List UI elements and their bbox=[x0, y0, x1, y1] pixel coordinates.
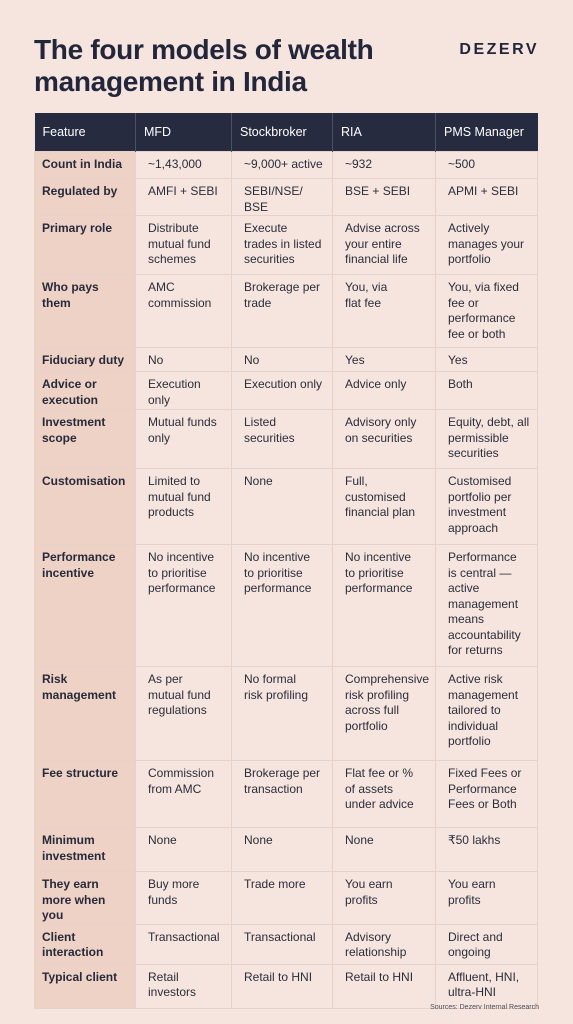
table-cell: Advisory only on securities bbox=[333, 410, 436, 469]
table-cell: Full, customised financial plan bbox=[333, 469, 436, 545]
feature-cell: Fee structure bbox=[35, 761, 136, 828]
feature-cell: Primary role bbox=[35, 216, 136, 275]
source-note: Sources: Dezerv Internal Research bbox=[430, 1004, 539, 1011]
feature-cell: Client interaction bbox=[35, 924, 136, 964]
table-cell: Retail to HNI bbox=[333, 964, 436, 1008]
table-cell: Comprehensive risk profiling across full portfolio bbox=[333, 667, 436, 761]
table-row bbox=[35, 275, 538, 348]
table-cell: No bbox=[232, 348, 333, 372]
table-cell: Customised portfolio per investment approach bbox=[436, 469, 538, 545]
table-row bbox=[35, 179, 538, 216]
table-cell: You earn profits bbox=[333, 872, 436, 925]
table-row bbox=[35, 828, 538, 872]
comparison-table bbox=[34, 113, 538, 1009]
table-cell: You, via fixed fee or performance fee or both bbox=[436, 275, 538, 348]
page-title: The four models of wealth management in India bbox=[34, 34, 374, 97]
table-cell: Transactional bbox=[232, 924, 333, 964]
feature-cell: Fiduciary duty bbox=[35, 348, 136, 372]
table-cell: Equity, debt, all permissible securities bbox=[436, 410, 538, 469]
table-row bbox=[35, 545, 538, 667]
table-cell: BSE + SEBI bbox=[333, 179, 436, 216]
table-cell: Trade more bbox=[232, 872, 333, 925]
table-cell: Yes bbox=[436, 348, 538, 372]
table-cell: Limited to mutual fund products bbox=[136, 469, 232, 545]
feature-cell: They earn more when you bbox=[35, 872, 136, 925]
table-cell: Brokerage per transaction bbox=[232, 761, 333, 828]
table-cell: As per mutual fund regulations bbox=[136, 667, 232, 761]
table-cell: Affluent, HNI, ultra-HNI bbox=[436, 964, 538, 1008]
feature-cell: Risk management bbox=[35, 667, 136, 761]
brand-logo: DEZERV bbox=[459, 41, 539, 58]
feature-cell: Typical client bbox=[35, 964, 136, 1008]
column-header: MFD bbox=[136, 113, 232, 152]
feature-cell: Customisation bbox=[35, 469, 136, 545]
feature-cell: Investment scope bbox=[35, 410, 136, 469]
table-cell: No incentive to prioritise performance bbox=[333, 545, 436, 667]
table-row bbox=[35, 410, 538, 469]
table-cell: AMC commission bbox=[136, 275, 232, 348]
table-row bbox=[35, 152, 538, 179]
column-header: Feature bbox=[35, 113, 136, 152]
table-cell: ~9,000+ active bbox=[232, 152, 333, 179]
table-header-row bbox=[35, 113, 538, 152]
table-cell: None bbox=[232, 828, 333, 872]
table-cell: ~1,43,000 bbox=[136, 152, 232, 179]
column-header: RIA bbox=[333, 113, 436, 152]
table-row bbox=[35, 872, 538, 925]
table-cell: Yes bbox=[333, 348, 436, 372]
table-cell: No formal risk profiling bbox=[232, 667, 333, 761]
table-cell: You, via flat fee bbox=[333, 275, 436, 348]
table-cell: ₹50 lakhs bbox=[436, 828, 538, 872]
feature-cell: Minimum investment bbox=[35, 828, 136, 872]
table-row bbox=[35, 964, 538, 1008]
table-cell: Actively manages your portfolio bbox=[436, 216, 538, 275]
table-row bbox=[35, 667, 538, 761]
column-header: PMS Manager bbox=[436, 113, 538, 152]
table-cell: You earn profits bbox=[436, 872, 538, 925]
table-cell: Listed securities bbox=[232, 410, 333, 469]
table-cell: AMFI + SEBI bbox=[136, 179, 232, 216]
table-cell: Both bbox=[436, 372, 538, 410]
table-cell: Retail to HNI bbox=[232, 964, 333, 1008]
table-cell: Execute trades in listed securities bbox=[232, 216, 333, 275]
table-cell: Retail investors bbox=[136, 964, 232, 1008]
table-cell: None bbox=[136, 828, 232, 872]
feature-cell: Regulated by bbox=[35, 179, 136, 216]
table-cell: Execution only bbox=[232, 372, 333, 410]
table-cell: None bbox=[333, 828, 436, 872]
table-cell: Brokerage per trade bbox=[232, 275, 333, 348]
table-row bbox=[35, 372, 538, 410]
table-cell: Transactional bbox=[136, 924, 232, 964]
table-cell: SEBI/NSE/ BSE bbox=[232, 179, 333, 216]
table-row bbox=[35, 469, 538, 545]
table-cell: Advise across your entire financial life bbox=[333, 216, 436, 275]
table-cell: Direct and ongoing bbox=[436, 924, 538, 964]
table-cell: Flat fee or % of assets under advice bbox=[333, 761, 436, 828]
table-cell: Advisory relationship bbox=[333, 924, 436, 964]
table-row bbox=[35, 216, 538, 275]
column-header: Stockbroker bbox=[232, 113, 333, 152]
feature-cell: Performance incentive bbox=[35, 545, 136, 667]
table-cell: No bbox=[136, 348, 232, 372]
table-cell: Execution only bbox=[136, 372, 232, 410]
table-cell: Fixed Fees or Performance Fees or Both bbox=[436, 761, 538, 828]
feature-cell: Count in India bbox=[35, 152, 136, 179]
table-cell: Commission from AMC bbox=[136, 761, 232, 828]
table-cell: No incentive to prioritise performance bbox=[136, 545, 232, 667]
table-cell: Distribute mutual fund schemes bbox=[136, 216, 232, 275]
table-row bbox=[35, 348, 538, 372]
table-cell: APMI + SEBI bbox=[436, 179, 538, 216]
table-row bbox=[35, 761, 538, 828]
table-cell: Buy more funds bbox=[136, 872, 232, 925]
table-cell: ~500 bbox=[436, 152, 538, 179]
table-cell: Advice only bbox=[333, 372, 436, 410]
table-cell: Performance is central — active management means accountability for returns bbox=[436, 545, 538, 667]
table-cell: Mutual funds only bbox=[136, 410, 232, 469]
table-cell: None bbox=[232, 469, 333, 545]
feature-cell: Who pays them bbox=[35, 275, 136, 348]
table-cell: ~932 bbox=[333, 152, 436, 179]
feature-cell: Advice or execution bbox=[35, 372, 136, 410]
table-cell: No incentive to prioritise performance bbox=[232, 545, 333, 667]
table-cell: Active risk management tailored to individual portfolio bbox=[436, 667, 538, 761]
table-row bbox=[35, 924, 538, 964]
